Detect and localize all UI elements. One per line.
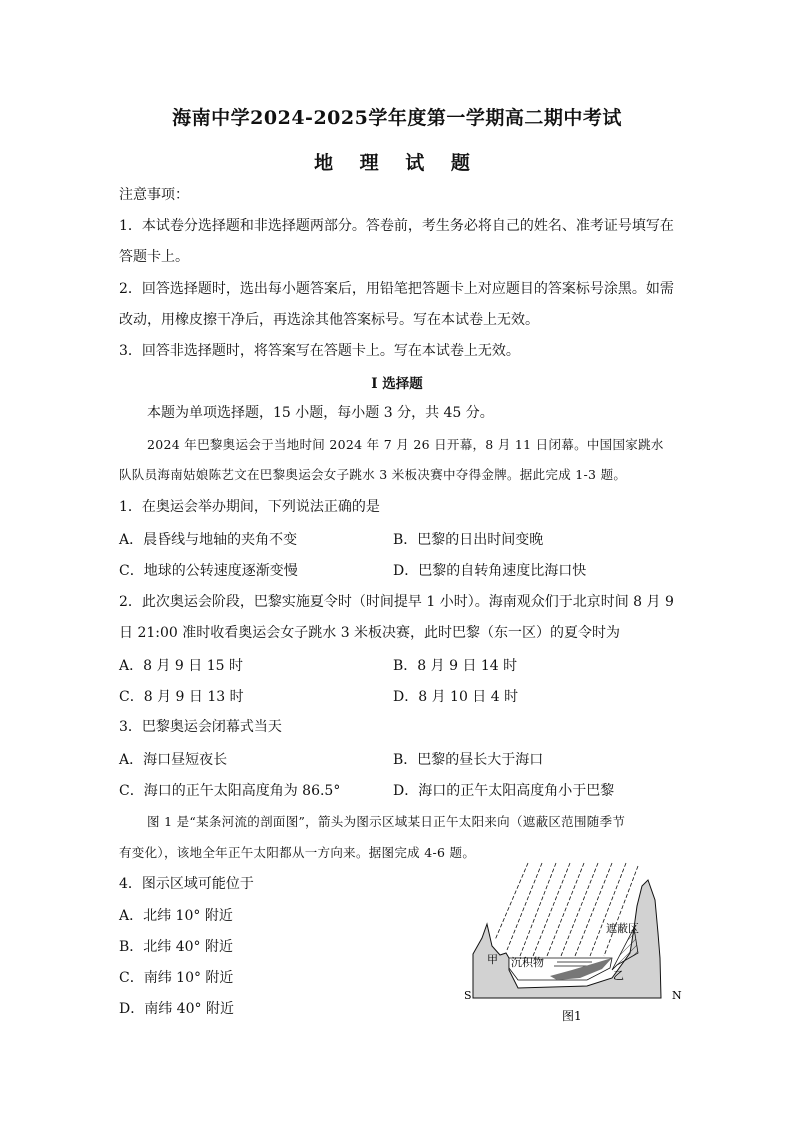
page-title: 海南中学2024-2025学年度第一学期高二期中考试 — [172, 107, 622, 129]
material-2-line-1: 图 1 是“某条河流的剖面图”，箭头为图示区域某日正午太阳来向（遮蔽区范围随季节 — [147, 814, 626, 829]
question-2-option-d: D．8 月 10 日 4 时 — [393, 689, 519, 705]
question-2-stem-line-2: 日 21:00 准时收看奥运会女子跳水 3 米板决赛，此时巴黎（东一区）的夏令时为 — [119, 625, 621, 641]
notice-item-2-line-1: 2．回答选择题时，选出每小题答案后，用铅笔把答题卡上对应题目的答案标号涂黑。如需 — [119, 281, 674, 297]
south-direction-label: S — [464, 989, 472, 1002]
figure-caption: 图1 — [562, 1009, 582, 1023]
question-4-option-a: A．北纬 10° 附近 — [119, 908, 233, 924]
question-1-option-c: C．地球的公转速度逐渐变慢 — [119, 563, 298, 579]
page-subtitle: 地 理 试 题 — [314, 152, 480, 174]
material-2-line-2: 有变化），该地全年正午太阳都从一方向来。据图完成 4-6 题。 — [119, 845, 476, 860]
section-instruction: 本题为单项选择题，15 小题，每小题 3 分，共 45 分。 — [147, 405, 494, 421]
sediment-label: 沉积物 — [511, 956, 544, 969]
shadow-area-label: 遮蔽区 — [606, 922, 639, 935]
section-title: I 选择题 — [371, 376, 423, 392]
notice-item-1-line-2: 答题卡上。 — [119, 249, 189, 265]
river-profile-diagram — [462, 858, 692, 1028]
question-3-option-c: C．海口的正午太阳高度角为 86.5° — [119, 783, 341, 799]
question-4-stem: 4．图示区域可能位于 — [119, 876, 254, 892]
notice-item-1-line-1: 1．本试卷分选择题和非选择题两部分。答卷前，考生务必将自己的姓名、准考证号填写在 — [119, 218, 674, 234]
point-jia-label: 甲 — [487, 953, 498, 966]
question-3-option-d: D．海口的正午太阳高度角小于巴黎 — [393, 783, 615, 799]
question-4-option-b: B．北纬 40° 附近 — [119, 939, 234, 955]
question-2-option-c: C．8 月 9 日 13 时 — [119, 689, 244, 705]
material-1-line-2: 队队员海南姑娘陈艺文在巴黎奥运会女子跳水 3 米板决赛中夺得金牌。据此完成 1-3 题。 — [119, 467, 627, 482]
north-direction-label: N — [672, 989, 682, 1002]
question-3-option-a: A．海口昼短夜长 — [119, 752, 228, 768]
question-3-stem: 3．巴黎奥运会闭幕式当天 — [119, 719, 282, 735]
sunlight-arrows — [495, 863, 638, 956]
question-1-option-b: B．巴黎的日出时间变晚 — [393, 532, 544, 548]
question-3-option-b: B．巴黎的昼长大于海口 — [393, 752, 544, 768]
question-4-option-d: D．南纬 40° 附近 — [119, 1001, 234, 1017]
material-1-line-1: 2024 年巴黎奥运会于当地时间 2024 年 7 月 26 日开幕，8 月 11 日闭幕。中国国家跳水 — [147, 437, 664, 452]
question-2-option-a: A．8 月 9 日 15 时 — [119, 658, 243, 674]
question-2-option-b: B．8 月 9 日 14 时 — [393, 658, 518, 674]
question-1-option-d: D．巴黎的自转角速度比海口快 — [393, 563, 587, 579]
question-1-option-a: A．晨昏线与地轴的夹角不变 — [119, 532, 298, 548]
question-4-option-c: C．南纬 10° 附近 — [119, 970, 234, 986]
point-yi-label: 乙 — [613, 969, 624, 982]
notice-heading: 注意事项： — [119, 187, 189, 203]
notice-item-2-line-2: 改动，用橡皮擦干净后，再选涂其他答案标号。写在本试卷上无效。 — [119, 312, 539, 328]
question-2-stem-line-1: 2．此次奥运会阶段，巴黎实施夏令时（时间提早 1 小时）。海南观众们于北京时间 8 月 9 — [119, 594, 674, 610]
notice-item-3: 3．回答非选择题时，将答案写在答题卡上。写在本试卷上无效。 — [119, 343, 520, 359]
river-profile-figure — [462, 858, 692, 1028]
question-1-stem: 1．在奥运会举办期间，下列说法正确的是 — [119, 499, 380, 515]
